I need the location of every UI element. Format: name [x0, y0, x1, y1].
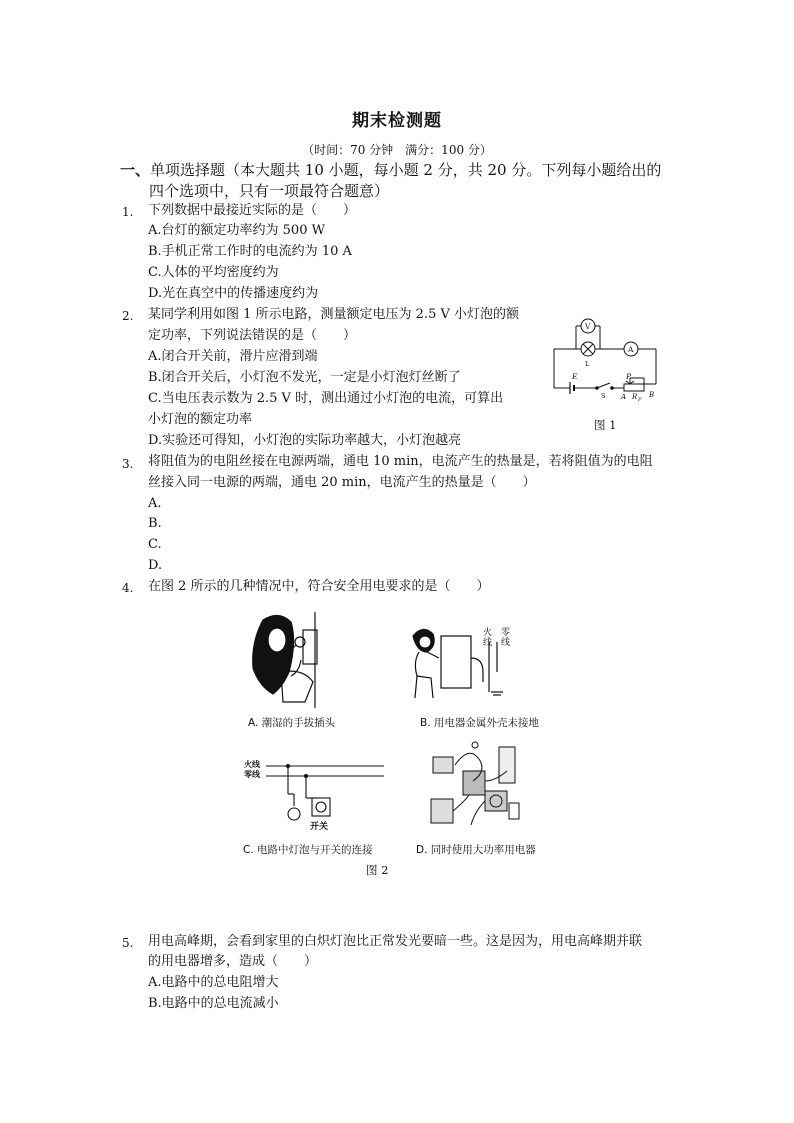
figure-2c-wire-labels [244, 760, 260, 780]
zero-char: 零 [501, 628, 511, 638]
figure-2b-caption: B. 用电器金属外壳未接地 [420, 717, 539, 729]
q3-number: 3. [122, 457, 134, 471]
lamp-label: L [585, 360, 590, 368]
switch-box-symbol [312, 798, 330, 816]
end-b-label: B [649, 391, 655, 399]
q3-option-a: A. [148, 496, 162, 511]
q5-stem-2: 的用电器增多，造成（ ） [148, 954, 318, 969]
section-text: 单项选择题（本大题共 10 小题，每小题 2 分，共 20 分。下列每小题给出的 [150, 161, 662, 179]
q1-option-c: C.人体的平均密度约为 [148, 265, 279, 280]
line-char-1: 线 [483, 638, 493, 648]
section-text-2: 四个选项中，只有一项最符合题意） [149, 182, 390, 200]
q3-stem-1: 将阻值为的电阻丝接在电源两端，通电 10 min，电流产生的热量是，若将阻值为的电阻 [148, 454, 653, 469]
figure-1-caption: 图 1 [594, 418, 617, 432]
q4-stem: 在图 2 所示的几种情况中，符合安全用电要求的是（ ） [148, 579, 490, 594]
line-char-2: 线 [501, 638, 511, 648]
battery-label: E [572, 372, 578, 381]
q1-stem: 下列数据中最接近实际的是（ ） [148, 203, 357, 218]
voltmeter-label: V [585, 322, 591, 331]
q5-stem-1: 用电高峰期，会看到家里的白炽灯泡比正常发光要暗一些。这是因为，用电高峰期并联 [148, 934, 643, 949]
slider-label: P [626, 372, 632, 381]
q5-number: 5. [122, 936, 134, 950]
q4-number: 4. [122, 581, 134, 595]
fire-wire-label: 火线 [244, 760, 260, 769]
q3-option-b: B. [148, 516, 162, 531]
figure-2d-image [425, 741, 525, 829]
q2-option-a: A.闭合开关前，滑片应滑到端 [148, 349, 318, 364]
figure-2a-caption: A. 潮湿的手拔插头 [248, 717, 336, 729]
q2-option-c-cont: 小灯泡的额定功率 [148, 412, 253, 427]
q2-number: 2. [122, 309, 134, 323]
section-heading [120, 160, 680, 202]
q2-stem-2: 定功率，下列说法错误的是（ ） [148, 328, 357, 343]
ammeter-label: A [628, 345, 634, 354]
q1-option-b: B.手机正常工作时的电流约为 10 A [148, 244, 352, 259]
switch-label: S [601, 392, 606, 400]
q1-number: 1. [122, 205, 134, 219]
rheostat-symbol [624, 384, 644, 391]
figure-2-caption: 图 2 [366, 863, 389, 877]
exam-info: （时间：70 分钟 满分：100 分） [302, 143, 492, 157]
bulb-symbol [288, 808, 300, 820]
q2-stem-1: 某同学利用如图 1 所示电路，测量额定电压为 2.5 V 小灯泡的额 [148, 307, 519, 322]
figure-2a-image [243, 612, 333, 708]
figure-2d-caption: D. 同时使用大功率用电器 [416, 844, 536, 856]
q3-option-c: C. [148, 537, 162, 552]
q5-option-a: A.电路中的总电阻增大 [148, 975, 279, 990]
page-title: 期末检测题 [352, 111, 442, 131]
zero-wire-label: 零线 [244, 770, 260, 779]
q2-option-c: C.当电压表示数为 2.5 V 时，测出通过小灯泡的电流，可算出 [148, 391, 504, 406]
q1-option-d: D.光在真空中的传播速度约为 [148, 286, 319, 301]
section-number: 一、 [120, 161, 151, 179]
rheostat-subscript: P [638, 397, 642, 403]
rheostat-label: R [632, 393, 638, 401]
end-a-label: A [621, 393, 627, 401]
figure-2c-caption: C. 电路中灯泡与开关的连接 [243, 844, 373, 856]
q2-option-d: D.实验还可得知，小灯泡的实际功率越大，小灯泡越亮 [148, 433, 462, 448]
figure-2b-wire-labels [483, 628, 510, 648]
fire-char: 火 [483, 628, 493, 638]
switch-label: 开关 [310, 822, 329, 832]
q5-option-b: B.电路中的总电流减小 [148, 996, 279, 1011]
q3-option-d: D. [148, 558, 163, 573]
q1-option-a: A.台灯的额定功率约为 500 W [148, 223, 325, 238]
q2-option-b: B.闭合开关后，小灯泡不发光，一定是小灯泡灯丝断了 [148, 370, 461, 385]
q3-stem-2: 丝接入同一电源的两端，通电 20 min，电流产生的热量是（ ） [148, 475, 536, 490]
